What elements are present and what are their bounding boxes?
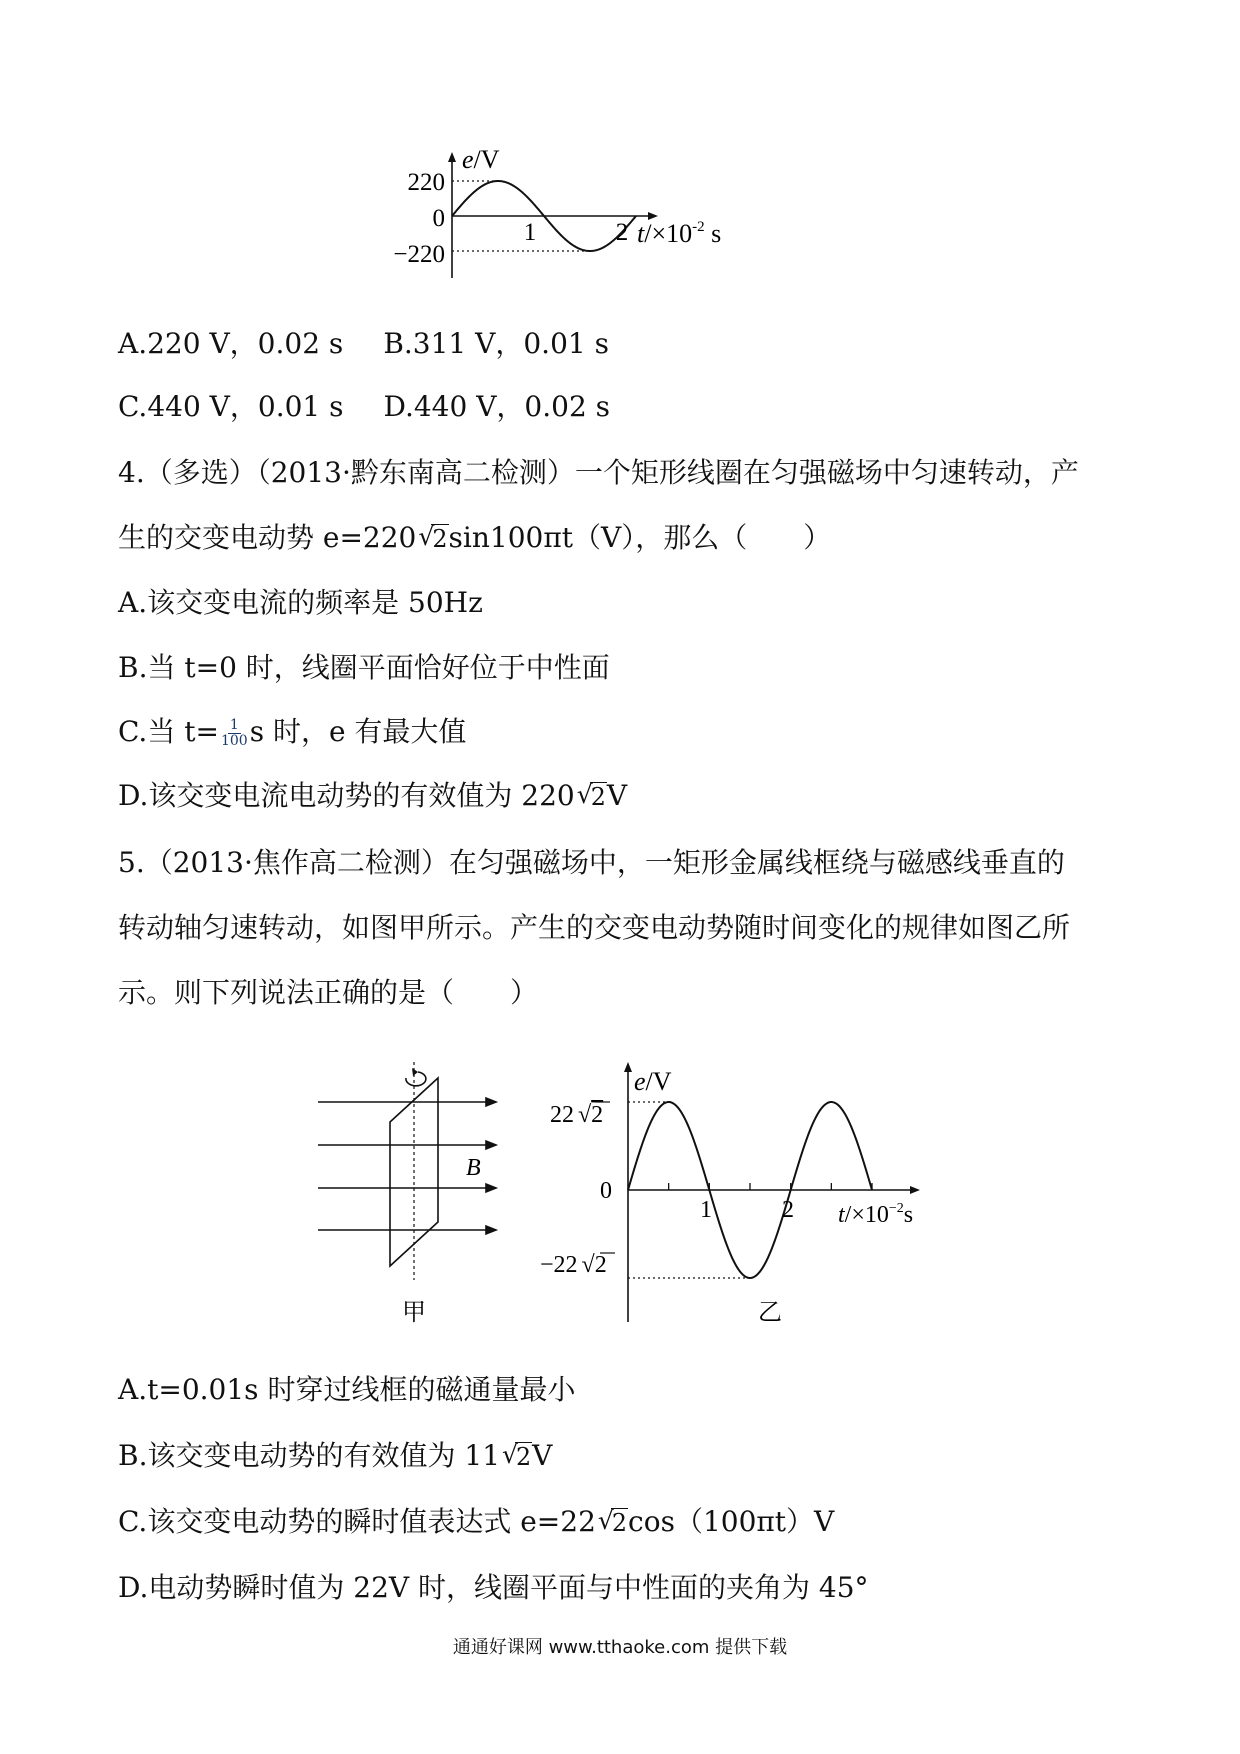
sqrt-symbol: √ 2 <box>502 1438 532 1475</box>
q5-stem-line-3: 示。则下列说法正确的是（ ） <box>118 976 539 1009</box>
x-tick-2: 2 <box>615 219 629 246</box>
q3-option-b[interactable]: B.311 V，0.01 s <box>383 327 609 360</box>
q4-option-c[interactable]: C.当 t= $\frac{1}{100}$ s 时，e 有最大值 <box>118 715 467 749</box>
q4-option-a[interactable]: A.该交变电流的频率是 50Hz <box>118 586 483 619</box>
q4-option-b[interactable]: B.当 t=0 时，线圈平面恰好位于中性面 <box>118 651 610 684</box>
sqrt-symbol: √ 2 <box>418 520 448 557</box>
q4-option-d[interactable]: D.该交变电流电动势的有效值为 220√ 2V <box>118 778 627 815</box>
emf-graph-q5 <box>540 1060 960 1330</box>
emf-graph-q3 <box>393 145 840 300</box>
q5-option-b[interactable]: B.该交变电动势的有效值为 11√ 2V <box>118 1438 552 1475</box>
y-axis-label: e/V <box>634 1067 672 1096</box>
sqrt-symbol: √ 2 <box>577 778 607 815</box>
q5-stem-line-2: 转动轴匀速转动，如图甲所示。产生的交变电动势随时间变化的规律如图乙所 <box>118 911 1071 944</box>
rotation-arrow-icon <box>406 1072 426 1086</box>
figure-caption-yi: 乙 <box>758 1300 782 1326</box>
sqrt-symbol: √ 2 <box>598 1504 628 1541</box>
y-tick-bottom: −22 √2 <box>540 1252 607 1278</box>
q3-option-c[interactable]: C.440 V，0.01 s <box>118 390 344 423</box>
q5-option-d[interactable]: D.电动势瞬时值为 22V 时，线圈平面与中性面的夹角为 45° <box>118 1571 869 1604</box>
q4-stem-line-1: 4.（多选）（2013·黔东南高二检测）一个矩形线圈在匀强磁场中匀速转动，产 <box>118 456 1079 489</box>
x-axis-label: $t/\times 10^{-2}$ s <box>637 219 722 248</box>
figure-caption-jia: 甲 <box>402 1300 426 1326</box>
q3-option-d[interactable]: D.440 V，0.02 s <box>383 390 611 423</box>
coil-in-field-figure <box>310 1060 510 1330</box>
x-tick-1: 1 <box>523 219 537 246</box>
q4-stem-line-2: 生的交变电动势 e=220√ 2sin100πt（V），那么（ ） <box>118 520 831 557</box>
q3-options-row-2 <box>118 389 610 425</box>
y-tick-zero: 0 <box>600 1178 612 1204</box>
field-label: B <box>466 1155 481 1181</box>
q3-option-a[interactable]: A.220 V，0.02 s <box>118 327 344 360</box>
x-tick-1: 1 <box>700 1197 712 1223</box>
y-tick-220: 220 <box>407 169 445 196</box>
q5-option-a[interactable]: A.t=0.01s 时穿过线框的磁通量最小 <box>118 1373 576 1406</box>
q3-options-row-1 <box>118 326 609 362</box>
fraction: $\frac{1}{100}$ <box>220 717 248 749</box>
y-axis-arrow <box>624 1062 632 1072</box>
x-axis-label: $t/\times 10^{-2}s$ <box>838 1201 914 1228</box>
y-tick-top: 22 √2 <box>550 1102 604 1128</box>
y-tick-neg220: −220 <box>393 241 445 268</box>
y-axis-arrow <box>448 152 456 162</box>
x-axis-arrow <box>910 1186 920 1194</box>
y-axis-label: e/V <box>462 145 500 174</box>
y-tick-0: 0 <box>432 205 445 232</box>
footer-credit: 通通好课网 www.tthaoke.com 提供下载 <box>452 1637 788 1658</box>
q5-stem-line-1: 5.（2013·焦作高二检测）在匀强磁场中，一矩形金属线框绕与磁感线垂直的 <box>118 846 1065 879</box>
x-tick-2: 2 <box>782 1197 794 1223</box>
q5-option-c[interactable]: C.该交变电动势的瞬时值表达式 e=22√ 2cos（100πt）V <box>118 1504 834 1541</box>
